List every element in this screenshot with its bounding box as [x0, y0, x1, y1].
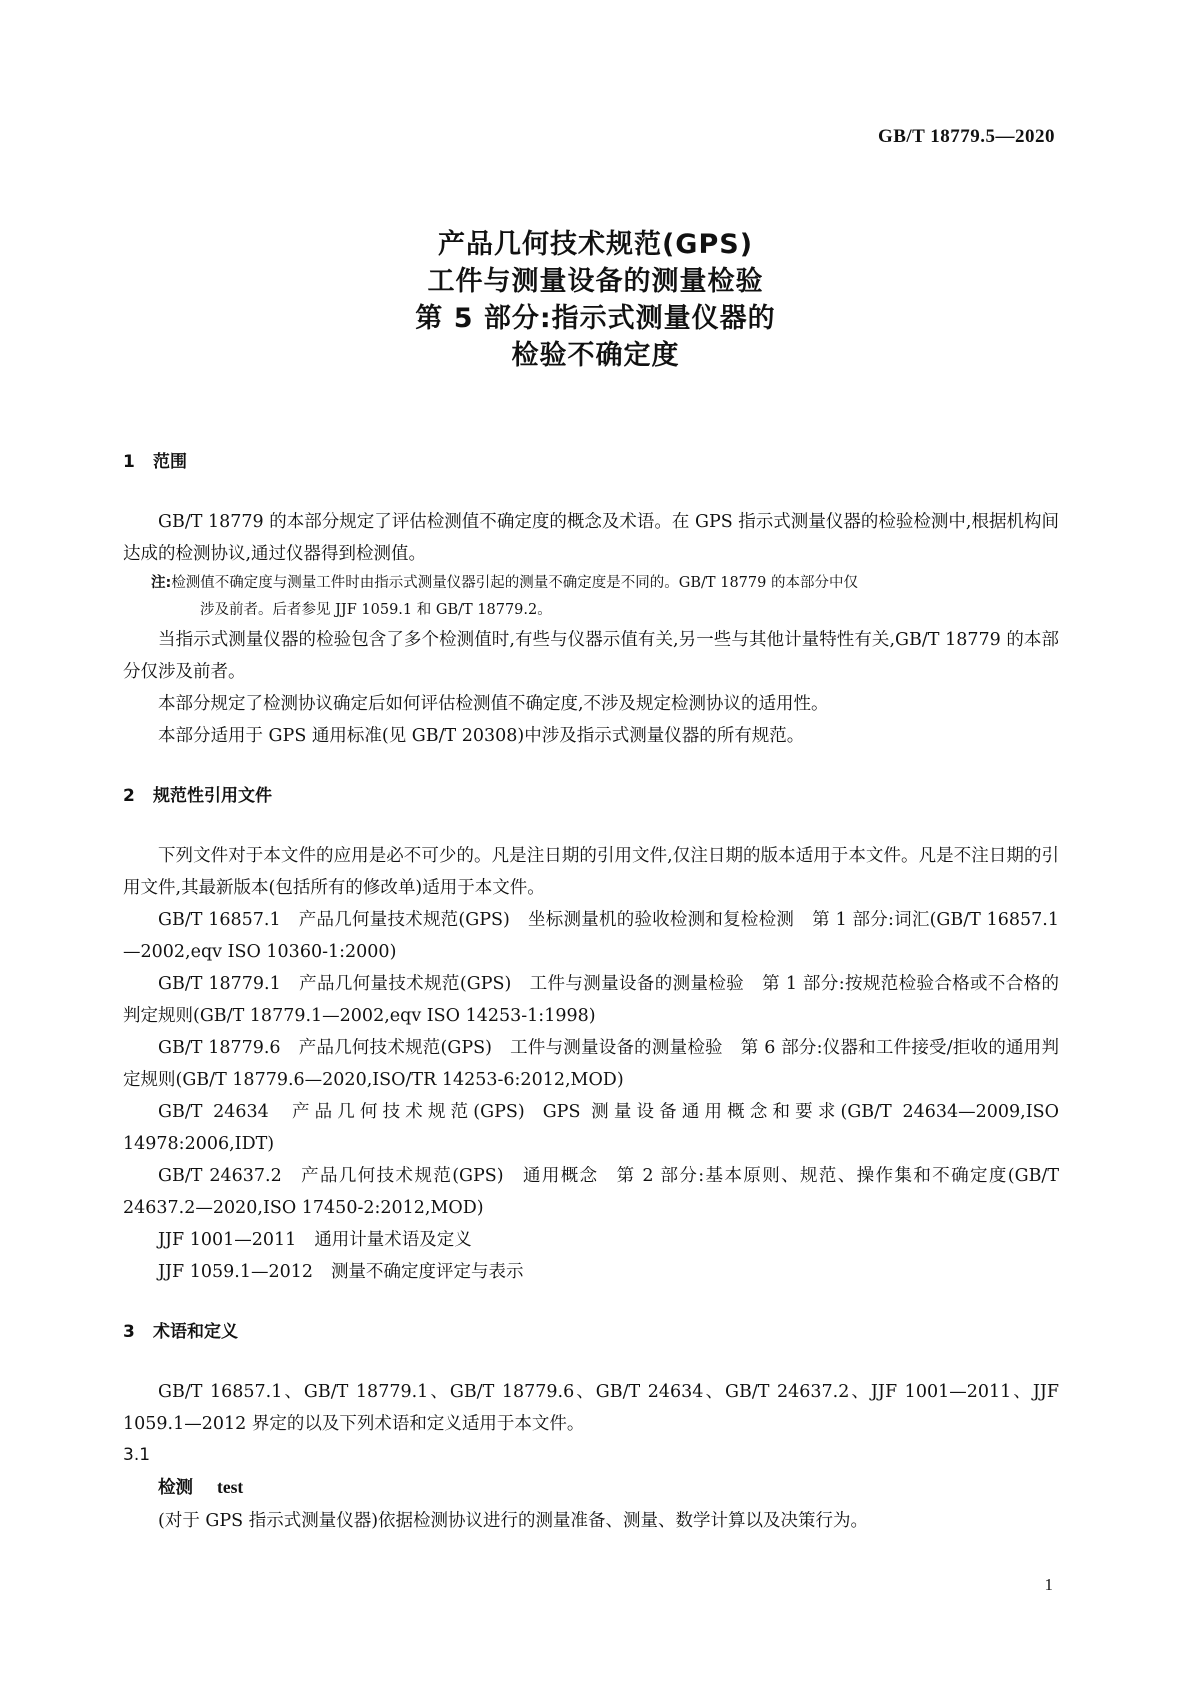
- term-definition: (对于 GPS 指示式测量仪器)依据检测协议进行的测量准备、测量、数学计算以及决策行为。: [158, 1511, 869, 1531]
- title-line-4: 检验不确定度: [511, 340, 680, 371]
- reference-code: JJF 1001—2011: [158, 1230, 297, 1250]
- document-body: [123, 448, 1059, 1537]
- section-title: 术语和定义: [153, 1322, 238, 1342]
- term-number: 3.1: [123, 1445, 151, 1465]
- note-label: 注:: [151, 575, 172, 591]
- reference-code: GB/T 16857.1: [158, 910, 281, 930]
- reference-item: [123, 968, 1059, 1032]
- reference-item: [123, 1096, 1059, 1160]
- reference-title-part: 第 1 部分:词汇(GB/T 16857.1—2002,eqv ISO 10360-1:2000): [123, 910, 1060, 962]
- reference-title-part: 通用概念: [521, 1166, 599, 1186]
- reference-title-part: 第 2 部分:基本原则、规范、操作集和不确定度(GB/T 24637.2—2020,ISO 17450-2:2012,MOD): [123, 1166, 1060, 1218]
- reference-title-part: 坐标测量机的验收检测和复检检测: [527, 910, 795, 930]
- reference-code: GB/T 18779.6: [158, 1038, 281, 1058]
- scope-paragraph-2: 当指示式测量仪器的检验包含了多个检测值时,有些与仪器示值有关,另一些与其他计量特性有关,GB/T 18779 的本部分仅涉及前者。: [123, 630, 1059, 682]
- reference-code: GB/T 18779.1: [158, 974, 281, 994]
- term-chinese: 检测: [158, 1478, 193, 1498]
- reference-title: 通用计量术语及定义: [314, 1230, 472, 1250]
- section-number: 2: [123, 786, 135, 806]
- section-3-heading: [123, 1318, 1059, 1346]
- note-text-line-2: 涉及前者。后者参见 JJF 1059.1 和 GB/T 18779.2。: [200, 602, 552, 618]
- title-line-3: 第 5 部分:指示式测量仪器的: [415, 303, 776, 334]
- reference-code: GB/T 24634: [158, 1102, 269, 1122]
- term-entry: [123, 1470, 1059, 1505]
- title-line-1: 产品几何技术规范(GPS): [437, 229, 754, 260]
- reference-title: 测量不确定度评定与表示: [331, 1262, 524, 1282]
- reference-code: GB/T 24637.2: [158, 1166, 282, 1186]
- reference-title-part: 第 1 部分:按规范检验合格或不合格的判定规则(GB/T 18779.1—2002,eqv ISO 14253-1:1998): [123, 974, 1060, 1026]
- references-intro: 下列文件对于本文件的应用是必不可少的。凡是注日期的引用文件,仅注日期的版本适用于本文件。凡是不注日期的引用文件,其最新版本(包括所有的修改单)适用于本文件。: [123, 846, 1059, 898]
- reference-item: [123, 1032, 1059, 1096]
- section-title: 规范性引用文件: [153, 786, 272, 806]
- scope-paragraph-4: 本部分适用于 GPS 通用标准(见 GB/T 20308)中涉及指示式测量仪器的所有规范。: [158, 726, 805, 746]
- reference-title-part: GPS 测量设备通用概念和要求(GB/T 24634—2009,ISO 14978:2006,IDT): [123, 1102, 1059, 1154]
- reference-item: [123, 1160, 1059, 1224]
- reference-item: [123, 904, 1059, 968]
- section-title: 范围: [153, 452, 187, 472]
- document-title: [0, 226, 1191, 374]
- reference-item: [123, 1224, 1059, 1256]
- scope-paragraph-1: GB/T 18779 的本部分规定了评估检测值不确定度的概念及术语。在 GPS 指示式测量仪器的检验检测中,根据机构间达成的检测协议,通过仪器得到检测值。: [123, 512, 1059, 564]
- term-english: test: [217, 1477, 244, 1497]
- scope-note: [123, 570, 1059, 597]
- reference-title-part: 工件与测量设备的测量检验: [509, 1038, 723, 1058]
- title-line-2: 工件与测量设备的测量检验: [427, 266, 764, 297]
- section-2-heading: [123, 782, 1059, 810]
- reference-item: [123, 1256, 1059, 1288]
- reference-title: 产品几何技术规范(GPS): [286, 1102, 525, 1122]
- reference-title-part: 第 6 部分:仪器和工件接受/拒收的通用判定规则(GB/T 18779.6—2020,ISO/TR 14253-6:2012,MOD): [123, 1038, 1059, 1090]
- note-text-line-1: 检测值不确定度与测量工件时由指示式测量仪器引起的测量不确定度是不同的。GB/T 18779 的本部分中仅: [171, 575, 858, 591]
- reference-code: JJF 1059.1—2012: [158, 1262, 314, 1282]
- terms-intro: GB/T 16857.1、GB/T 18779.1、GB/T 18779.6、GB/T 24634、GB/T 24637.2、JJF 1001—2011、JJF 1059.1—2012 界定的以及下列术语和定义适用于本文件。: [123, 1382, 1059, 1434]
- page-number: 1: [1044, 1575, 1053, 1594]
- reference-title-part: 工件与测量设备的测量检验: [529, 974, 745, 994]
- section-number: 3: [123, 1322, 135, 1342]
- section-number: 1: [123, 452, 135, 472]
- reference-title: 产品几何量技术规范(GPS): [298, 974, 512, 994]
- standard-number: GB/T 18779.5—2020: [877, 126, 1055, 147]
- reference-title: 产品几何技术规范(GPS): [299, 1166, 504, 1186]
- reference-title: 产品几何量技术规范(GPS): [298, 910, 510, 930]
- reference-title: 产品几何技术规范(GPS): [298, 1038, 492, 1058]
- scope-paragraph-3: 本部分规定了检测协议确定后如何评估检测值不确定度,不涉及规定检测协议的适用性。: [158, 694, 829, 714]
- section-1-heading: [123, 448, 1059, 476]
